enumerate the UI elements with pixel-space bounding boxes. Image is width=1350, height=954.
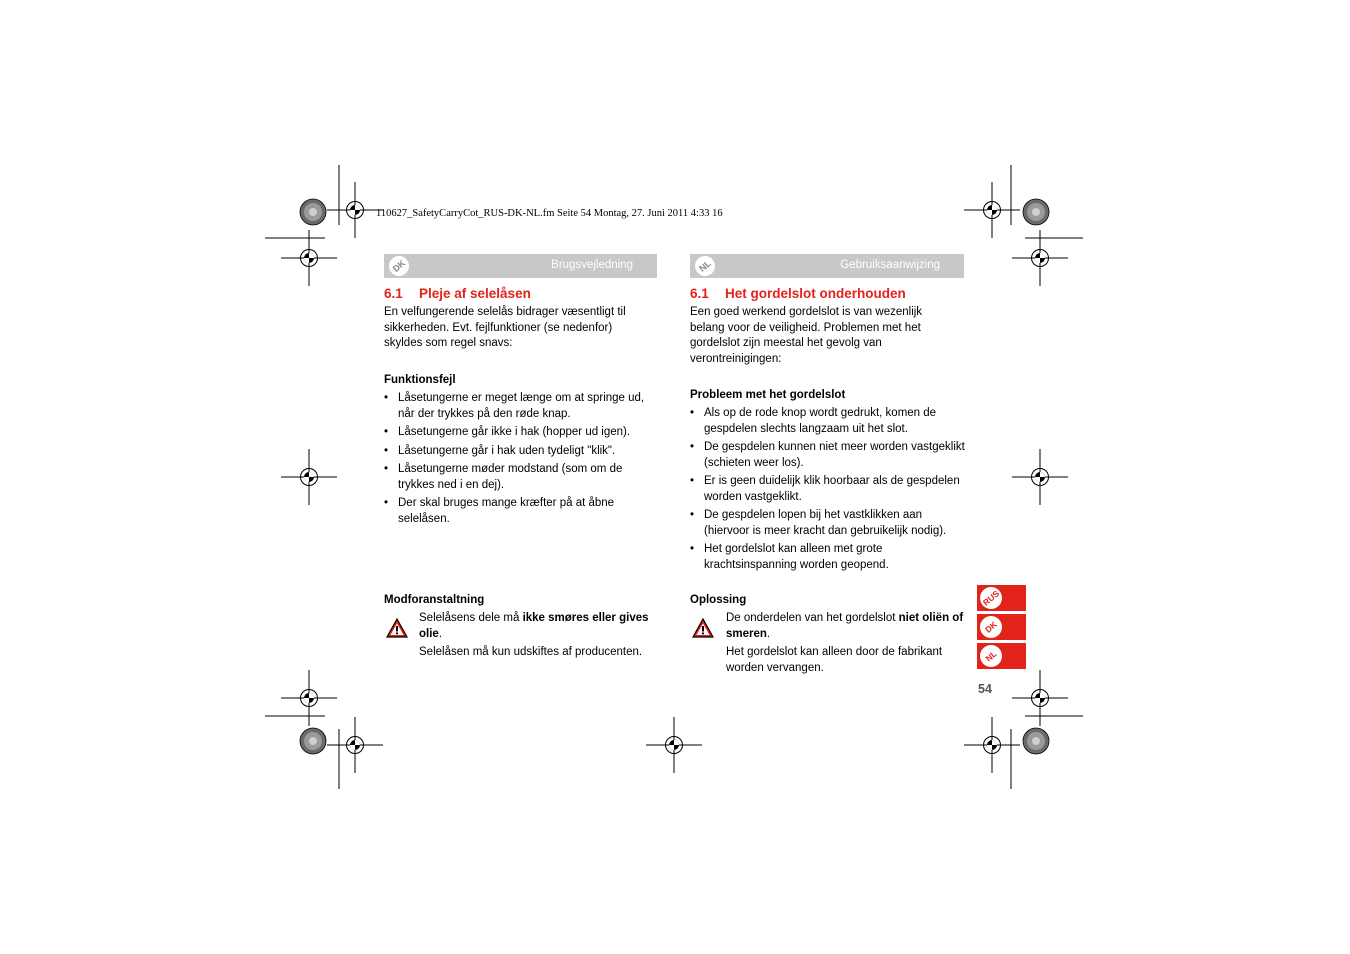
warning-text-part: .	[438, 627, 443, 640]
remedy-heading-dk: Modforanstaltning	[384, 594, 485, 606]
side-tab-label: DK	[976, 612, 1007, 643]
header-title-nl: Gebruiksaanwijzing	[840, 259, 940, 271]
list-item: • Het gordelslot kan alleen met grote krachtsinspanning worden geopend.	[690, 542, 965, 573]
intro-paragraph-nl: Een goed werkend gordelslot is van wezenlijk belang voor de veiligheid. Problemen met het gordelslot zijn meestal het gevolg van verontreinigingen:	[690, 306, 923, 365]
warning-text-part: .	[766, 627, 771, 640]
side-tab-label: NL	[976, 641, 1007, 672]
page-number: 54	[978, 682, 992, 696]
list-item: • Låsetungerne møder modstand (som om de trykkes ned i en dej).	[384, 462, 659, 493]
warning-text-bold: ikke smøres eller gives olie	[419, 612, 649, 640]
intro-paragraph-dk: En velfungerende selelås bidrager væsentligt til sikkerheden. Evt. fejlfunktioner (se nedenfor) skyldes som regel snavs:	[384, 306, 626, 349]
list-item: • Als op de rode knop wordt gedrukt, komen de gespdelen slechts langzaam uit het slot.	[690, 406, 965, 437]
list-item: • Låsetungerne er meget længe om at springe ud, når der trykkes på den røde knap.	[384, 391, 659, 422]
warning-text-part: Selelåsens dele må	[419, 612, 523, 624]
faults-heading-nl: Probleem met het gordelslot	[690, 389, 846, 401]
list-item: • Er is geen duidelijk klik hoorbaar als de gespdelen worden vastgeklikt.	[690, 474, 965, 505]
warning-note-dk: Selelåsen må kun udskiftes af producenten.	[419, 646, 643, 658]
warning-text-bold: niet oliën of smeren	[726, 612, 964, 640]
faults-heading-dk: Funktionsfejl	[384, 374, 456, 386]
side-tab-label: RUS	[976, 583, 1007, 614]
lang-badge-nl: NL	[691, 252, 719, 280]
warning-text-part: De onderdelen van het gordelslot	[726, 612, 899, 624]
remedy-heading-nl: Oplossing	[690, 594, 747, 606]
warning-note-nl: Het gordelslot kan alleen door de fabrikant worden vervangen.	[726, 646, 943, 674]
header-title-dk: Brugsvejledning	[551, 259, 633, 271]
file-info: 110627_SafetyCarryCot_RUS-DK-NL.fm Seite 54 Montag, 27. Juni 2011 4:33 16	[376, 208, 723, 219]
section-number: 6.1	[690, 286, 709, 301]
section-title: Pleje af selelåsen	[419, 286, 531, 301]
list-item: • Låsetungerne går i hak uden tydeligt "klik".	[384, 444, 659, 460]
lang-badge-dk: DK	[385, 252, 413, 280]
section-title: Het gordelslot onderhouden	[725, 286, 906, 301]
list-item: • Låsetungerne går ikke i hak (hopper ud igen).	[384, 425, 659, 441]
list-item: • De gespdelen kunnen niet meer worden vastgeklikt (schieten weer los).	[690, 440, 965, 471]
list-item: • De gespdelen lopen bij het vastklikken aan (hiervoor is meer kracht dan gebruikelijk nodig).	[690, 508, 965, 539]
section-number: 6.1	[384, 286, 403, 301]
list-item: • Der skal bruges mange kræfter på at åbne selelåsen.	[384, 496, 659, 527]
